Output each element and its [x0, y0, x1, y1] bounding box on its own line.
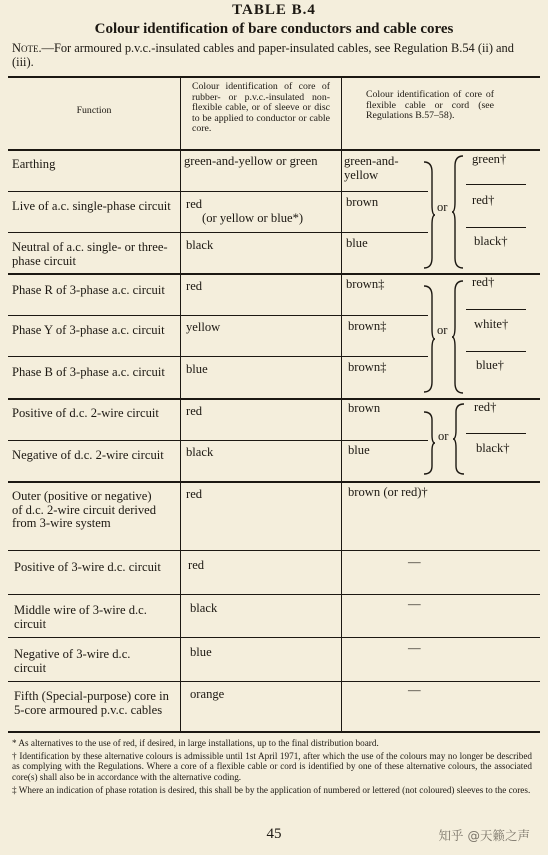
- row-rule: [8, 315, 428, 316]
- cell-col4: green†: [472, 152, 507, 166]
- group-rule: [8, 398, 540, 400]
- cell-function: Negative of d.c. 2-wire circuit: [12, 448, 164, 462]
- footnote-double-dagger: ‡ Where an indication of phase rotation is desired, this shall be by the application of numbered or lettered (not coloured) sleeves to the cores.: [12, 784, 531, 795]
- left-brace-icon: [422, 284, 436, 394]
- table-bottom-rule: [8, 731, 540, 733]
- cell-function: Phase B of 3-phase a.c. circuit: [12, 365, 165, 379]
- column-header-flexible: Colour identification of core of flexible cable or cord (see Regulations B.57–58).: [366, 89, 494, 122]
- cell-col2: red: [186, 279, 203, 293]
- cell-col3: brown: [348, 401, 381, 415]
- cell-col3: brown‡: [348, 319, 387, 333]
- cell-col2: red: [188, 558, 205, 572]
- cell-function: Positive of 3-wire d.c. circuit: [14, 560, 161, 574]
- cell-function: Live of a.c. single-phase circuit: [12, 199, 171, 213]
- cell-col4: red†: [474, 400, 497, 414]
- cell-col4: white†: [474, 317, 509, 331]
- column-header-nonflexible: Colour identification of core of rubber- or p.v.c.-insulated non-flexible cable, or of sleeve or disc to be applied to conductor or cable core.: [192, 81, 330, 135]
- cell-col3: brown (or red)†: [348, 485, 428, 499]
- group-rule: [8, 273, 540, 275]
- table-label: TABLE B.4: [232, 2, 316, 18]
- row-rule: [8, 594, 540, 595]
- row-rule: [8, 232, 428, 233]
- cell-col2: red: [186, 487, 203, 501]
- cell-col2: black: [186, 238, 214, 252]
- table-note: [12, 41, 532, 69]
- cell-col2: blue: [186, 362, 208, 376]
- cell-function: Neutral of a.c. single- or three-phase circuit: [12, 240, 168, 268]
- cell-col4: black†: [474, 234, 508, 248]
- right-brace-icon: [451, 279, 465, 395]
- cell-function: Outer (positive or negative) of d.c. 2-wire circuit derived from 3-wire system: [12, 489, 157, 530]
- col-divider-2: [341, 76, 342, 733]
- row-rule: [8, 637, 540, 638]
- cell-col2: black: [186, 445, 214, 459]
- cell-col3: blue: [346, 236, 368, 250]
- cell-col3: —: [408, 555, 421, 569]
- row-rule: [8, 440, 428, 441]
- colour-table: [8, 76, 540, 733]
- cell-function: Middle wire of 3-wire d.c. circuit: [14, 603, 147, 631]
- footnote-asterisk: * As alternatives to the use of red, if desired, in large installations, up to the final distribution board.: [12, 738, 379, 748]
- right-brace-icon: [452, 402, 466, 476]
- left-brace-icon: [422, 160, 436, 270]
- row-rule: [8, 681, 540, 682]
- col4-rule: [466, 309, 526, 310]
- col-divider-1: [180, 76, 181, 733]
- cell-col3: —: [408, 641, 421, 655]
- cell-function: Earthing: [12, 157, 56, 171]
- cell-col3: —: [408, 597, 421, 611]
- watermark: 知乎 @天籁之声: [438, 828, 530, 843]
- cell-col2: orange: [190, 687, 225, 701]
- cell-function: Phase R of 3-phase a.c. circuit: [12, 283, 165, 297]
- cell-col2: black: [190, 601, 218, 615]
- cell-col2: green-and-yellow or green: [184, 154, 318, 168]
- row-rule: [8, 356, 428, 357]
- cell-col3: brown: [346, 195, 379, 209]
- cell-col2: red: [186, 404, 203, 418]
- cell-col3: —: [408, 683, 421, 697]
- or-label: or: [438, 429, 449, 443]
- header-bottom-rule: [8, 149, 540, 151]
- cell-col4: red†: [472, 275, 495, 289]
- left-brace-icon: [422, 410, 436, 476]
- cell-col4: blue†: [476, 358, 504, 372]
- row-rule: [8, 191, 428, 192]
- cell-col3: blue: [348, 443, 370, 457]
- group-rule: [8, 481, 540, 483]
- cell-function: Positive of d.c. 2-wire circuit: [12, 406, 159, 420]
- note-label: Note.: [12, 41, 42, 55]
- col4-rule: [466, 351, 526, 352]
- cell-col3: brown‡: [346, 277, 385, 291]
- page-number: 45: [266, 826, 282, 842]
- cell-col2: yellow: [186, 320, 221, 334]
- cell-function: Phase Y of 3-phase a.c. circuit: [12, 323, 165, 337]
- cell-col3: green-and-yellow: [344, 154, 399, 182]
- or-label: or: [437, 200, 448, 214]
- cell-col2: blue: [190, 645, 212, 659]
- cell-col4: red†: [472, 193, 495, 207]
- col4-rule: [466, 227, 526, 228]
- cell-function: Negative of 3-wire d.c. circuit: [14, 647, 131, 675]
- cell-col4: black†: [476, 441, 510, 455]
- cell-col2-alt: (or yellow or blue*): [202, 211, 304, 225]
- note-text: —For armoured p.v.c.-insulated cables and paper-insulated cables, see Regulation B.54 (ii) and (iii).: [12, 41, 514, 69]
- cell-function: Fifth (Special-purpose) core in 5-core armoured p.v.c. cables: [14, 689, 169, 717]
- right-brace-icon: [451, 154, 465, 270]
- col4-rule: [466, 433, 526, 434]
- table-title: Colour identification of bare conductors and cable cores: [94, 21, 454, 37]
- row-rule: [8, 550, 540, 551]
- table-top-rule: [8, 76, 540, 78]
- or-label: or: [437, 323, 448, 337]
- cell-col3: brown‡: [348, 360, 387, 374]
- footnotes: [12, 738, 532, 798]
- column-header-function: Function: [76, 105, 112, 116]
- cell-col2: red: [186, 197, 203, 211]
- footnote-dagger: † Identification by these alternative colours is admissible until 1st April 1971, after which the use of the colours may no longer be described as complying with the Regulations. Where a core of a flexible cable or cord is identified by one of these alternative colours, the associated core(s) shall also be in accordance with the alternative coding.: [12, 751, 532, 782]
- col4-rule: [466, 184, 526, 185]
